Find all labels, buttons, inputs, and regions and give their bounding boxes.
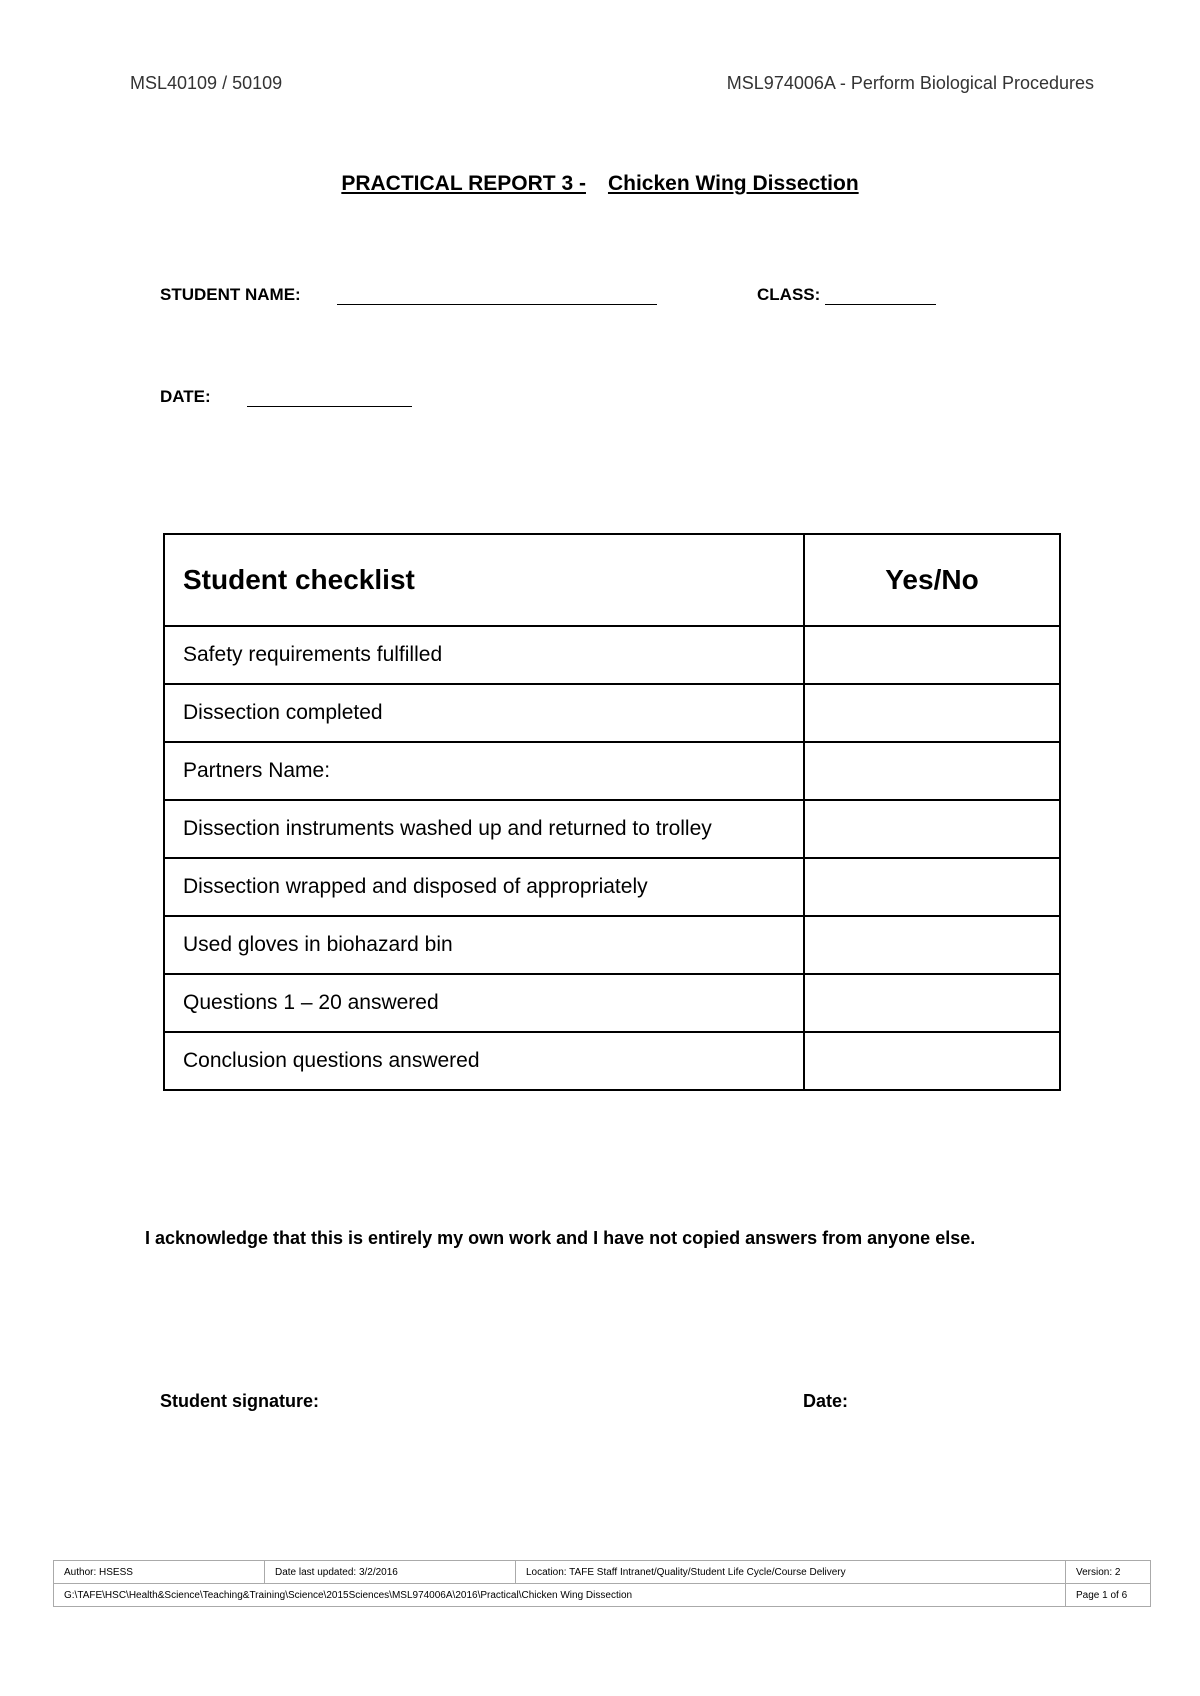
checklist-row	[164, 684, 1060, 742]
document-footer	[53, 1560, 1151, 1607]
yes-no-cell[interactable]	[804, 626, 1060, 684]
checklist-header-row	[164, 534, 1060, 626]
footer-last-updated: Date last updated: 3/2/2016	[265, 1561, 516, 1584]
footer-row-meta	[54, 1561, 1151, 1584]
header-code: MSL40109 / 50109	[130, 73, 283, 93]
footer-location: Location: TAFE Staff Intranet/Quality/Student Life Cycle/Course Delivery	[516, 1561, 1066, 1584]
date-label: DATE:	[160, 387, 211, 406]
yes-no-cell[interactable]	[804, 974, 1060, 1032]
checklist-item: Questions 1 – 20 answered	[164, 974, 804, 1032]
checklist-row	[164, 916, 1060, 974]
checklist-header: Student checklist	[164, 534, 804, 626]
class-line[interactable]	[825, 304, 936, 305]
title-report-number: PRACTICAL REPORT 3 -	[341, 172, 586, 195]
footer-page-number: Page 1 of 6	[1066, 1584, 1151, 1607]
signature-date-label: Date:	[803, 1391, 849, 1411]
date-line[interactable]	[247, 406, 412, 407]
checklist-item: Safety requirements fulfilled	[164, 626, 804, 684]
title-subject: Chicken Wing Dissection	[607, 172, 859, 195]
footer-version: Version: 2	[1066, 1561, 1151, 1584]
checklist-item: Used gloves in biohazard bin	[164, 916, 804, 974]
checklist-item: Dissection completed	[164, 684, 804, 742]
yes-no-cell[interactable]	[804, 916, 1060, 974]
checklist-item: Conclusion questions answered	[164, 1032, 804, 1090]
yes-no-cell[interactable]	[804, 684, 1060, 742]
footer-author: Author: HSESS	[54, 1561, 265, 1584]
header-unit-title: MSL974006A - Perform Biological Procedures	[726, 73, 1094, 93]
acknowledgement-statement: I acknowledge that this is entirely my own work and I have not copied answers from anyone else.	[145, 1228, 976, 1248]
checklist-row	[164, 974, 1060, 1032]
checklist-row	[164, 858, 1060, 916]
checklist-row	[164, 626, 1060, 684]
checklist-item: Dissection wrapped and disposed of appropriately	[164, 858, 804, 916]
page-title	[0, 172, 1200, 196]
student-name-line[interactable]	[337, 304, 657, 305]
yes-no-cell[interactable]	[804, 858, 1060, 916]
yes-no-cell[interactable]	[804, 800, 1060, 858]
yes-no-cell[interactable]	[804, 742, 1060, 800]
footer-file-path: G:\TAFE\HSC\Health&Science\Teaching&Training\Science\2015Sciences\MSL974006A\2016\Practical\Chicken Wing Dissection	[54, 1584, 1066, 1607]
checklist-item: Dissection instruments washed up and returned to trolley	[164, 800, 804, 858]
checklist-row	[164, 1032, 1060, 1090]
footer-row-path	[54, 1584, 1151, 1607]
checklist-row	[164, 742, 1060, 800]
yes-no-header: Yes/No	[804, 534, 1060, 626]
class-label: CLASS:	[757, 285, 821, 304]
checklist-item: Partners Name:	[164, 742, 804, 800]
student-checklist-table	[163, 533, 1061, 1091]
yes-no-cell[interactable]	[804, 1032, 1060, 1090]
student-signature-label: Student signature:	[160, 1391, 320, 1411]
student-name-label: STUDENT NAME:	[160, 285, 301, 304]
checklist-row	[164, 800, 1060, 858]
